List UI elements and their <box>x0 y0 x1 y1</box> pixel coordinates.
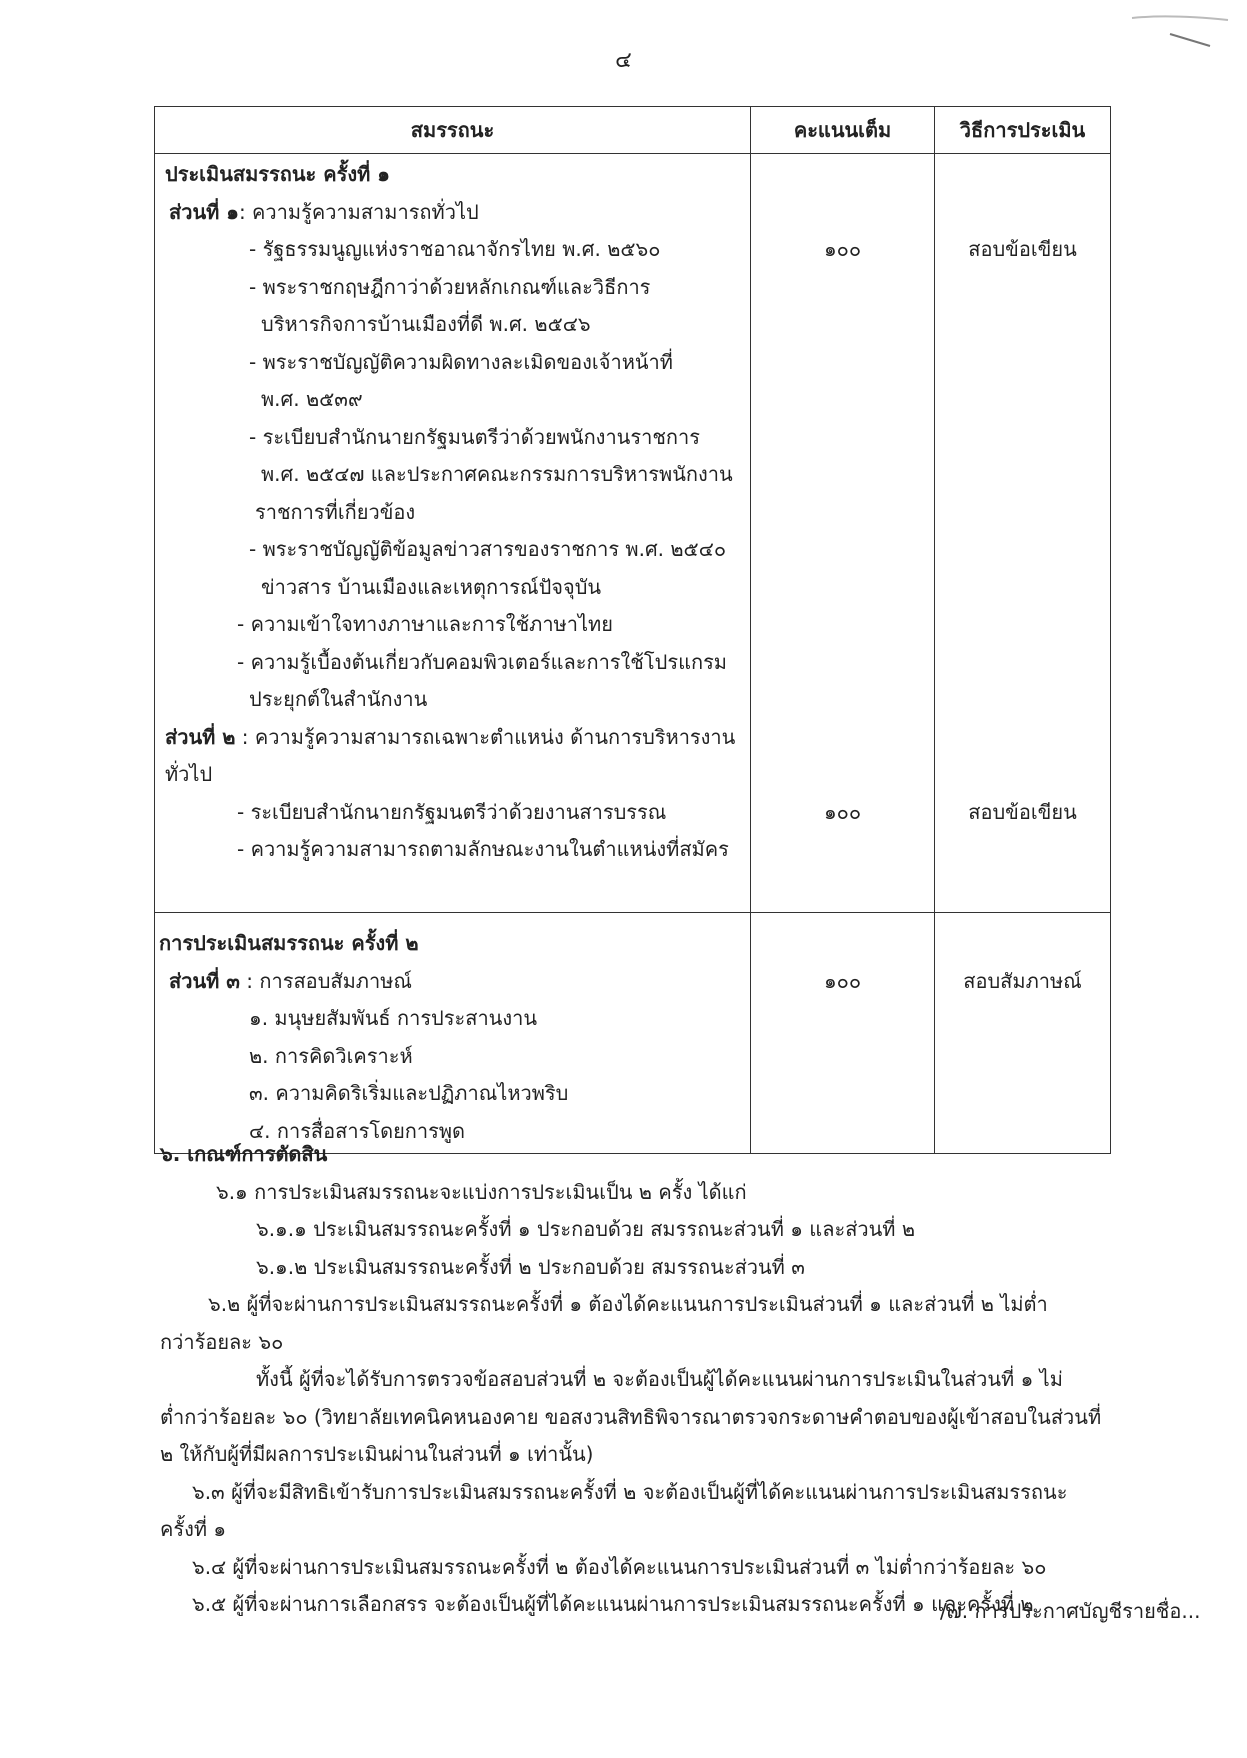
header-method: วิธีการประเมิน <box>935 107 1111 154</box>
part1-item: - ความรู้เบื้องต้นเกี่ยวกับคอมพิวเตอร์และการใช้โปรแกรม <box>237 649 727 674</box>
section1-method-cell <box>935 154 1111 913</box>
part2-item: - ความรู้ความสามารถตามลักษณะงานในตำแหน่งที่สมัคร <box>237 837 729 861</box>
criteria-line: ๖.๑.๒ ประเมินสมรรถนะครั้งที่ ๒ ประกอบด้วย สมรรถนะส่วนที่ ๓ <box>256 1254 805 1279</box>
section2-method-cell <box>935 913 1111 1154</box>
part1-item: - รัฐธรรมนูญแห่งราชอาณาจักรไทย พ.ศ. ๒๕๖๐ <box>249 237 661 261</box>
criteria-line: ทั้งนี้ ผู้ที่จะได้รับการตรวจข้อสอบส่วนที่ ๒ จะต้องเป็นผู้ได้คะแนนผ่านการประเมินในส่วนที่ ๑ ไม่ <box>256 1367 1063 1391</box>
part3-item: ๑. มนุษยสัมพันธ์ การประสานงาน <box>249 1006 538 1030</box>
table-header-row <box>155 107 1111 154</box>
part1-item: - พระราชบัญญัติความผิดทางละเมิดของเจ้าหน้าที่ <box>249 349 673 374</box>
criteria-heading: ๖. เกณฑ์การตัดสิน <box>160 1142 328 1166</box>
section1-title: ประเมินสมรรถนะ ครั้งที่ ๑ <box>165 162 390 186</box>
section1-score-1: ๑๐๐ <box>823 237 862 261</box>
section2-score-cell <box>751 913 935 1154</box>
criteria-line: ๖.๔ ผู้ที่จะผ่านการประเมินสมรรถนะครั้งที่ ๒ ต้องได้คะแนนการประเมินส่วนที่ ๓ ไม่ต่ำกว่าร้อยละ ๖๐ <box>192 1554 1047 1579</box>
part2-item: - ระเบียบสำนักนายกรัฐมนตรีว่าด้วยงานสารบรรณ <box>237 799 667 824</box>
criteria-line: ต่ำกว่าร้อยละ ๖๐ (วิทยาลัยเทคนิคหนองคาย ขอสงวนสิทธิพิจารณาตรวจกระดาษคำตอบของผู้เข้าสอบในส่วนที่ <box>160 1404 1102 1429</box>
section1-score-2: ๑๐๐ <box>823 799 862 824</box>
page-number: ๔ <box>615 48 632 73</box>
part1-item-cont: บริหารกิจการบ้านเมืองที่ดี พ.ศ. ๒๕๔๖ <box>261 312 591 336</box>
part2-label: ส่วนที่ ๒ <box>165 724 236 749</box>
part1-item: - พระราชบัญญัติข้อมูลข่าวสารของราชการ พ.ศ. ๒๕๔๐ <box>249 537 727 561</box>
section2-method: สอบสัมภาษณ์ <box>963 968 1082 993</box>
part3-item: ๒. การคิดวิเคราะห์ <box>249 1043 413 1068</box>
section2-title: การประเมินสมรรถนะ ครั้งที่ ๒ <box>159 931 419 955</box>
part1-item-cont: ประยุกต์ในสำนักงาน <box>249 687 428 711</box>
part1-item: - พระราชกฤษฎีกาว่าด้วยหลักเกณฑ์และวิธีการ <box>249 274 651 299</box>
criteria-line: ครั้งที่ ๑ <box>160 1517 227 1541</box>
table-row <box>155 154 1111 913</box>
competency-table <box>154 106 1111 1154</box>
criteria-section <box>160 1136 1101 1624</box>
part1-item-cont: ราชการที่เกี่ยวข้อง <box>255 499 416 524</box>
part2-heading <box>165 719 750 757</box>
table-row <box>155 913 1111 1154</box>
part1-heading <box>165 194 750 232</box>
section1-method-1: สอบข้อเขียน <box>968 237 1077 261</box>
continuation-note: /๗. การประกาศบัญชีรายชื่อ... <box>940 1599 1201 1623</box>
part1-item-cont: พ.ศ. ๒๕๓๙ <box>261 387 363 411</box>
criteria-line: ๖.๒ ผู้ที่จะผ่านการประเมินสมรรถนะครั้งที่ ๑ ต้องได้คะแนนการประเมินส่วนที่ ๑ และส่วนที่ ๒ ไม่ต่ำ <box>208 1292 1048 1316</box>
part2-heading-cont: ทั่วไป <box>165 762 213 786</box>
criteria-line: ๖.๕ ผู้ที่จะผ่านการเลือกสรร จะต้องเป็นผู้ที่ได้คะแนนผ่านการประเมินสมรรถนะครั้งที่ ๑ และครั้งที่ ๒ <box>192 1592 1034 1616</box>
criteria-line: กว่าร้อยละ ๖๐ <box>160 1329 284 1354</box>
part1-label: ส่วนที่ ๑ <box>169 199 239 224</box>
part3-text: : การสอบสัมภาษณ์ <box>239 968 412 993</box>
criteria-line: ๖.๑ การประเมินสมรรถนะจะแบ่งการประเมินเป็น ๒ ครั้ง ได้แก่ <box>216 1179 747 1204</box>
section1-content <box>155 154 751 913</box>
part1-item: - ระเบียบสำนักนายกรัฐมนตรีว่าด้วยพนักงานราชการ <box>249 424 700 449</box>
part1-text: : ความรู้ความสามารถทั่วไป <box>238 199 479 224</box>
header-competency: สมรรถนะ <box>155 107 751 154</box>
section1-score-cell <box>751 154 935 913</box>
part3-item: ๔. การสื่อสารโดยการพูด <box>249 1118 466 1143</box>
part3-item: ๓. ความคิดริเริ่มและปฏิภาณไหวพริบ <box>249 1081 569 1105</box>
section2-content <box>155 913 751 1154</box>
part1-item-cont: ข่าวสาร บ้านเมืองและเหตุการณ์ปัจจุบัน <box>261 574 602 599</box>
scan-mark <box>1130 12 1230 52</box>
section1-method-2: สอบข้อเขียน <box>968 799 1077 824</box>
criteria-line: ๖.๑.๑ ประเมินสมรรถนะครั้งที่ ๑ ประกอบด้วย สมรรถนะส่วนที่ ๑ และส่วนที่ ๒ <box>256 1217 916 1241</box>
part3-label: ส่วนที่ ๓ <box>169 968 240 993</box>
section2-score: ๑๐๐ <box>823 968 862 993</box>
criteria-line: ๖.๓ ผู้ที่จะมีสิทธิเข้ารับการประเมินสมรรถนะครั้งที่ ๒ จะต้องเป็นผู้ที่ได้คะแนนผ่านการประเมินสมรรถนะ <box>192 1479 1068 1504</box>
part3-heading <box>159 963 750 1001</box>
part1-item-cont: พ.ศ. ๒๕๔๗ และประกาศคณะกรรมการบริหารพนักงาน <box>261 462 733 486</box>
part1-item: - ความเข้าใจทางภาษาและการใช้ภาษาไทย <box>237 612 613 636</box>
part2-text: : ความรู้ความสามารถเฉพาะตำแหน่ง ด้านการบริหารงาน <box>235 724 736 749</box>
criteria-line: ๒ ให้กับผู้ที่มีผลการประเมินผ่านในส่วนที่ ๑ เท่านั้น) <box>160 1442 594 1466</box>
header-full-score: คะแนนเต็ม <box>751 107 935 154</box>
